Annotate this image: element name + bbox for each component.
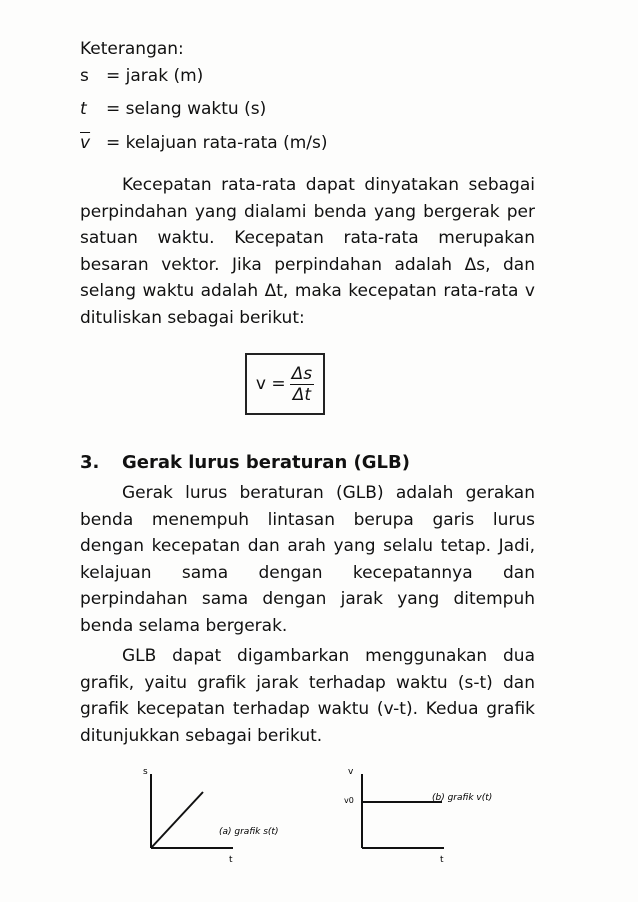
- series-line: [151, 792, 203, 848]
- paragraph-glb-graphs: GLB dapat digambarkan menggunakan dua grafik, yaitu grafik jarak terhadap waktu (s-t) dan grafik kecepatan terhadap waktu (v-t). Kedua grafik ditunjukkan sebagai berikut.: [80, 646, 535, 746]
- legend-item-s: [80, 64, 203, 88]
- legend-title: Keterangan:: [80, 39, 184, 59]
- y-axis-label: s: [143, 767, 148, 777]
- formula-box: [245, 353, 325, 415]
- legend-item-v: [80, 131, 328, 155]
- graph-title: (a) grafik s(t): [219, 827, 279, 837]
- graph-s-t: [135, 760, 305, 870]
- legend-item-t: [80, 97, 266, 121]
- legend-symbol: s: [80, 66, 89, 86]
- legend-text: = jarak (m): [106, 66, 204, 86]
- legend-symbol: $\overline{v}$: [80, 133, 91, 153]
- graph-v-t: [340, 760, 510, 870]
- paragraph-average-velocity: Kecepatan rata-rata dapat dinyatakan sebagai perpindahan yang dialami benda yang bergerak per satuan waktu. Kecepatan rata-rata merupakan besaran vektor. Jika perpindahan adalah Δs, dan selang waktu adalah Δt, maka kecepatan rata-rata v dituliskan sebagai berikut:: [80, 175, 535, 328]
- y-axis-label: v: [348, 767, 354, 777]
- x-axis-label: t: [440, 855, 444, 865]
- paragraph-glb-definition: Gerak lurus beraturan (GLB) adalah gerakan benda menempuh lintasan berupa garis lurus dengan kecepatan dan arah yang selalu tetap. Jadi, kelajuan sama dengan kecepatannya dan perpindahan sama dengan jarak yang ditempuh benda selama bergerak.: [80, 483, 535, 636]
- formula-numerator: Δs: [291, 363, 313, 384]
- x-axis-label: t: [229, 855, 233, 865]
- legend-text: = kelajuan rata-rata (m/s): [106, 133, 328, 153]
- formula-fraction: [290, 364, 315, 405]
- legend-symbol: t: [80, 99, 87, 119]
- section-title: Gerak lurus beraturan (GLB): [122, 452, 410, 473]
- legend-text: = selang waktu (s): [106, 99, 267, 119]
- formula-denominator: Δt: [292, 384, 311, 405]
- y-tick-label-v0: v0: [344, 796, 354, 805]
- section-number: 3.: [80, 452, 100, 473]
- formula-lhs: v =: [255, 374, 286, 394]
- section-heading: [80, 450, 410, 476]
- graph-title: (b) grafik v(t): [432, 793, 493, 803]
